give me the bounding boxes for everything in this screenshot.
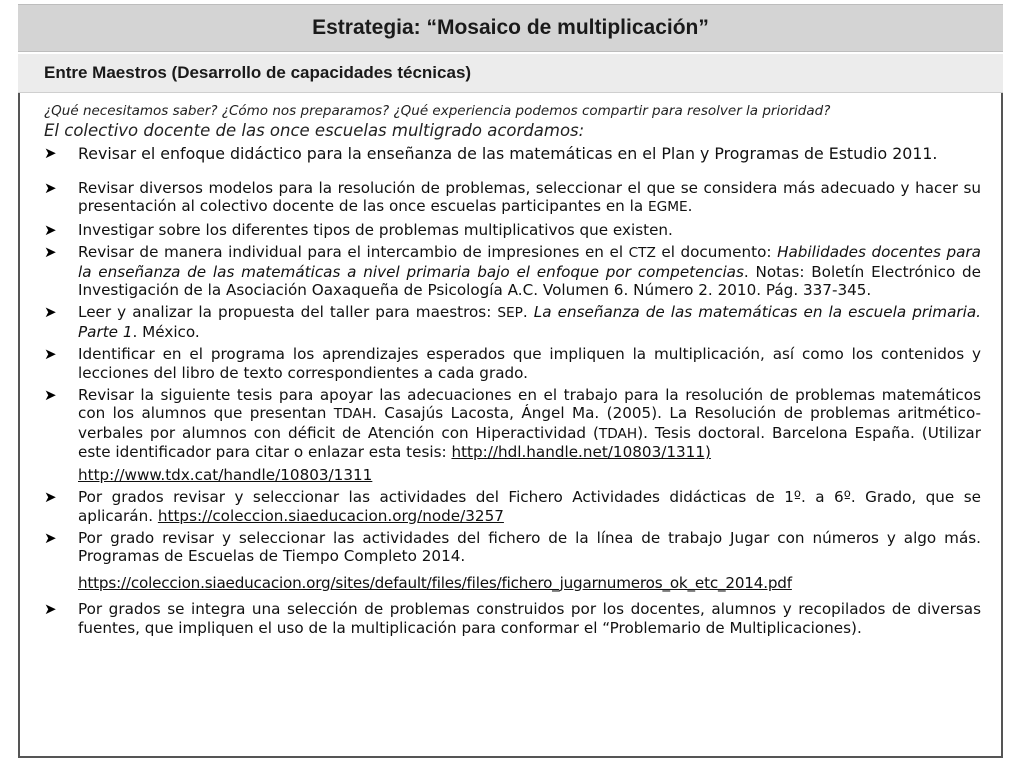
- activity-list: [44, 144, 981, 637]
- list-item: [44, 303, 981, 341]
- item-text: Leer y analizar la propuesta del taller para maestros: SEP. La enseñanza de las matemáticas en la escuela primaria. Parte 1. México.: [78, 303, 982, 341]
- item-text: Revisar diversos modelos para la resolución de problemas, seleccionar el que se considera más adecuado y hacer su presentación al colectivo docente de las once escuelas participantes en la EGME.: [78, 179, 981, 216]
- strategy-card: [18, 4, 1003, 762]
- arrow-bullet-icon: ➤: [44, 303, 57, 322]
- thesis-handle-link[interactable]: http://hdl.handle.net/10803/1311): [451, 443, 711, 462]
- item-text: Revisar de manera individual para el intercambio de impresiones en el CTZ el documento: Habilidades docentes para la enseñanza de las matemáticas a nivel primaria bajo el enfoque por competencias. Notas: Boletín Electrónico de Investigación de la Asociación Oaxaqueña de Psicología A.C. Volumen 6. Número 2. 2010. Pág. 337-345.: [78, 243, 982, 300]
- divider: [44, 167, 981, 179]
- list-item: [44, 243, 981, 299]
- list-item: [44, 221, 981, 239]
- arrow-bullet-icon: ➤: [44, 528, 57, 547]
- list-item: [44, 179, 981, 217]
- arrow-bullet-icon: ➤: [44, 345, 57, 364]
- list-item: [44, 386, 981, 484]
- item-text: Identificar en el programa los aprendizajes esperados que impliquen la multiplicación, así como los contenidos y lecciones del libro de texto correspondientes a cada grado.: [78, 345, 981, 382]
- arrow-bullet-icon: ➤: [44, 179, 57, 197]
- list-item: [44, 488, 981, 525]
- content-box: [18, 93, 1003, 758]
- arrow-bullet-icon: ➤: [44, 144, 57, 162]
- item-text: Por grados revisar y seleccionar las actividades del Fichero Actividades didácticas de 1º. a 6º. Grado, que se aplicarán. https://coleccion.siaeducacion.org/node/3257: [78, 488, 981, 525]
- arrow-bullet-icon: ➤: [44, 220, 57, 239]
- list-item: [44, 600, 981, 637]
- item-text: Por grados se integra una selección de problemas construidos por los docentes, alumnos y recopilados de diversas fuentes, que impliquen el uso de la multiplicación para conformar el “Problemario de Multiplicaciones).: [78, 600, 981, 637]
- list-item: [44, 345, 981, 382]
- guiding-question: ¿Qué necesitamos saber? ¿Cómo nos preparamos? ¿Qué experiencia podemos compartir para resolver la prioridad?: [44, 103, 831, 119]
- item-text: Revisar la siguiente tesis para apoyar las adecuaciones en el trabajo para la resolución de problemas matemáticos con los alumnos que presentan TDAH. Casajús Lacosta, Ángel Ma. (2005). La Resolución de problemas aritmético-verbales por alumnos con déficit de Atención con Hiperactividad (TDAH). Tesis doctoral. Barcelona España. (Utilizar este identificador para citar o enlazar esta tesis: http://hdl.handle.net/10803/1311) http://www.tdx.cat/handle/10803/1311: [78, 386, 981, 484]
- section-subtitle: Entre Maestros (Desarrollo de capacidades técnicas): [18, 54, 1003, 93]
- page-title: Estrategia: “Mosaico de multiplicación”: [18, 4, 1003, 52]
- fichero-node-link[interactable]: https://coleccion.siaeducacion.org/node/3257: [157, 506, 504, 525]
- thesis-tdx-link[interactable]: http://www.tdx.cat/handle/10803/1311: [78, 465, 373, 484]
- arrow-bullet-icon: ➤: [44, 386, 57, 405]
- list-item: [44, 529, 981, 592]
- agreement-heading: El colectivo docente de las once escuelas multigrado acordamos:: [44, 121, 585, 140]
- item-text: Revisar el enfoque didáctico para la enseñanza de las matemáticas en el Plan y Programas de Estudio 2011.: [78, 144, 938, 163]
- item-text: Investigar sobre los diferentes tipos de problemas multiplicativos que existen.: [78, 220, 673, 239]
- arrow-bullet-icon: ➤: [44, 243, 57, 262]
- item-text: Por grado revisar y seleccionar las actividades del fichero de la línea de trabajo Jugar con números y algo más. Programas de Escuelas de Tiempo Completo 2014. https://coleccion.siaeducacion.org/sites/default/files/files/fichero_jugarnumeros_ok_etc_2014.pdf: [78, 528, 981, 592]
- arrow-bullet-icon: ➤: [44, 488, 57, 507]
- arrow-bullet-icon: ➤: [44, 600, 57, 619]
- fichero-pdf-link[interactable]: https://coleccion.siaeducacion.org/sites/default/files/files/fichero_jugarnumeros_ok_etc_2014.pdf: [78, 573, 792, 592]
- list-item: [44, 144, 981, 163]
